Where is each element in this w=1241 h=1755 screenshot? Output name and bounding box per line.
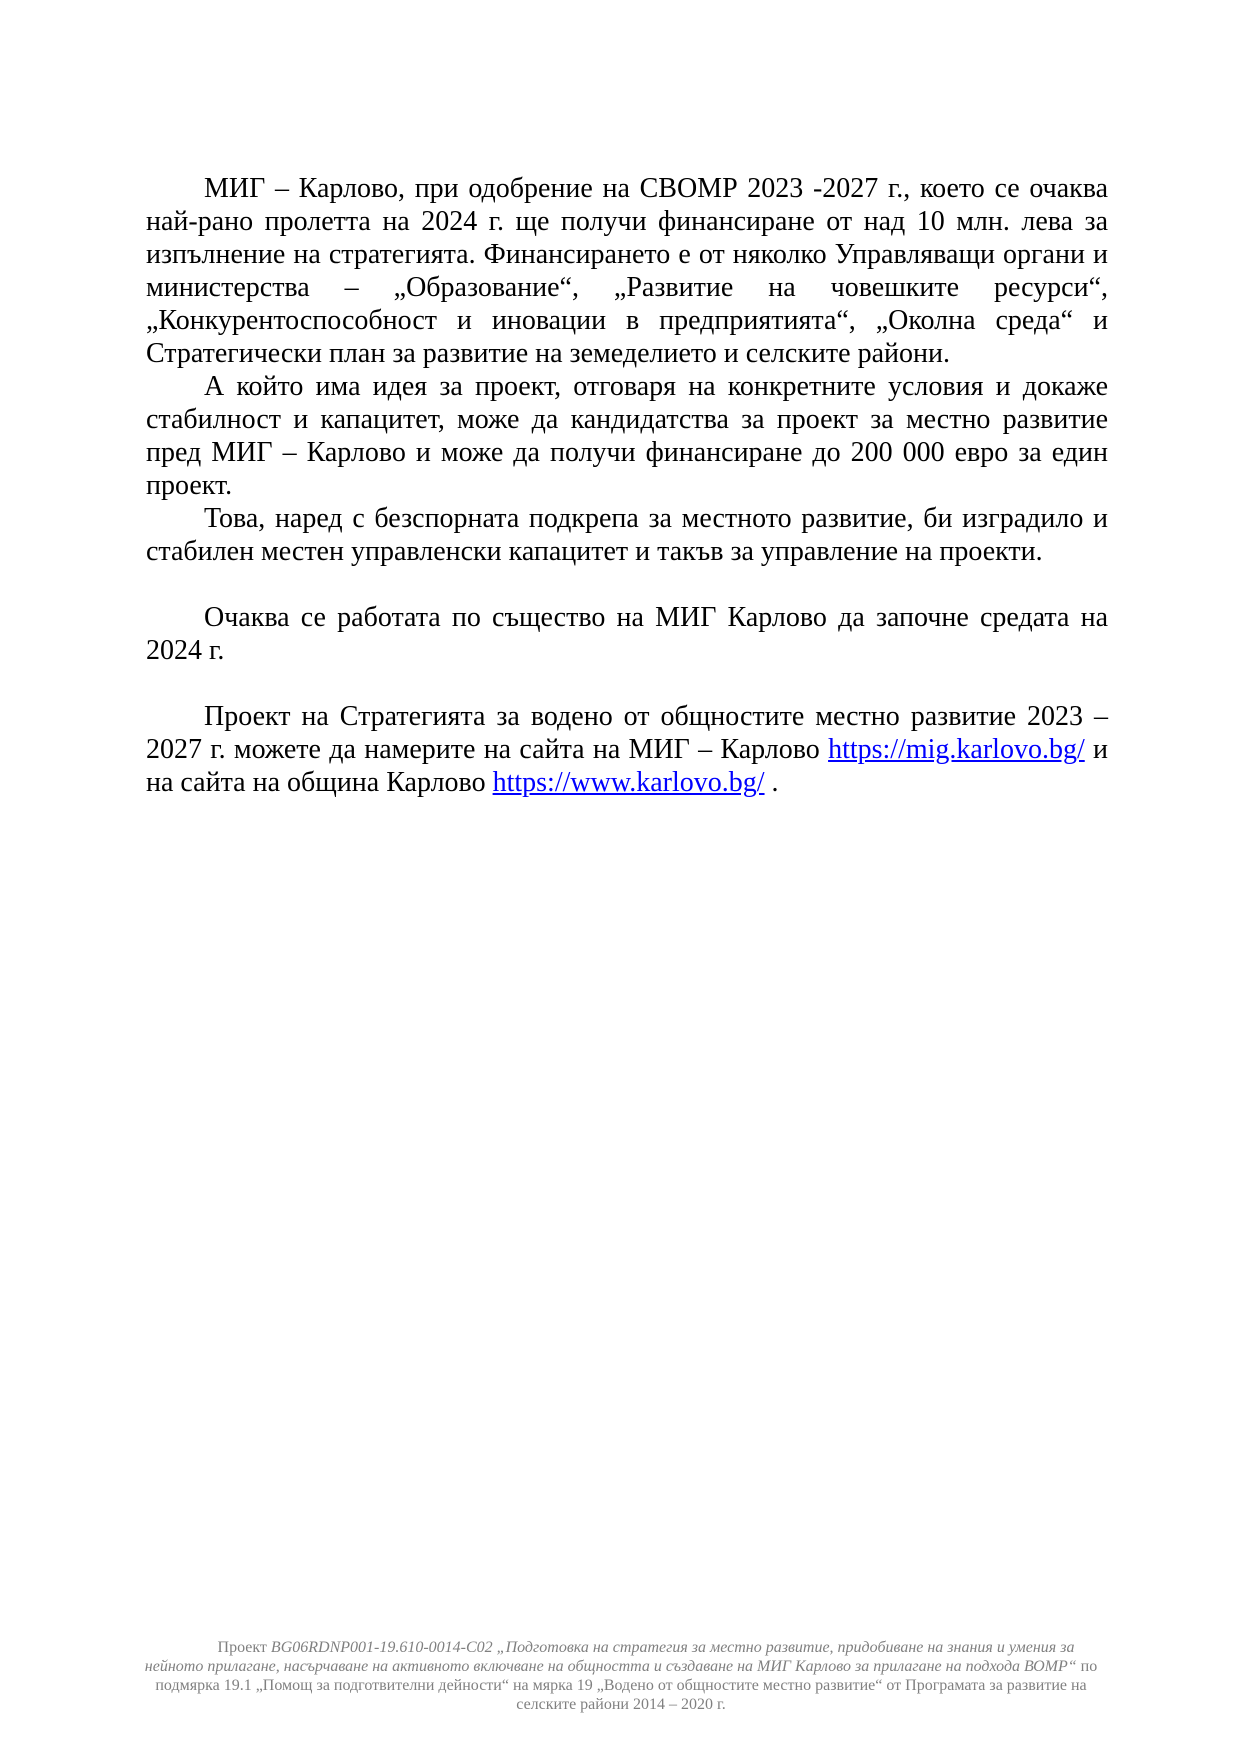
paragraph-work-start: Очаква се работата по същество на МИГ Карлово да започне средата на 2024 г. bbox=[146, 602, 1108, 666]
footer-project-attribution bbox=[141, 1638, 1101, 1714]
karlovo-municipality-site-link[interactable]: https://www.karlovo.bg/ bbox=[492, 767, 765, 798]
mig-karlovo-site-link[interactable]: https://mig.karlovo.bg/ bbox=[828, 734, 1085, 765]
footer-note bbox=[141, 1638, 1101, 1714]
paragraph-strategy-links bbox=[146, 700, 1108, 799]
paragraph-funding-overview: МИГ – Карлово, при одобрение на СВОМР 2023 -2027 г., което се очаква най-рано пролетта на 2024 г. ще получи финансиране от над 10 млн. лева за изпълнение на стратегията. Финансирането е от няколко Управляващи органи и министерства – „Образование“, „Развитие на човешките ресурси“, „Конкурентоспособност и иновации в предприятията“, „Околна среда“ и Стратегически план за развитие на земеделието и селските райони. bbox=[146, 173, 1108, 369]
strategy-links-text-after: . bbox=[764, 767, 779, 798]
paragraph-local-capacity: Това, наред с безспорната подкрепа за местното развитие, би изградило и стабилен местен управленски капацитет и такъв за управление на проекти. bbox=[146, 503, 1108, 567]
paragraph-project-eligibility: А който има идея за проект, отговаря на конкретните условия и докаже стабилност и капацитет, може да кандидатства за проект за местно развитие пред МИГ – Карлово и може да получи финансиране до 200 000 евро за един проект. bbox=[146, 371, 1108, 501]
strategy-links-text-before: Проект на Стратегията за водено от общностите местно развитие 2023 – 2027 г. можете да намерите на сайта на МИГ – Карлово bbox=[146, 701, 1108, 765]
document-body bbox=[146, 172, 1108, 799]
footer-regular-suffix: по подмярка 19.1 „Помощ за подготвителни дейности“ на мярка 19 „Водено от общностите местно развитие“ от Програмата за развитие на селските райони 2014 – 2020 г. bbox=[155, 1658, 1098, 1713]
strategy-links-text-between: и на сайта на община Карлово bbox=[146, 734, 1108, 798]
footer-project-code-and-title: BG06RDNP001-19.610-0014-C02 „Подготовка на стратегия за местно развитие, придобиване на знания и умения за нейното прилагане, насърчаване на активното включване на общността и създаване на МИГ Карлово за прилагане на подхода ВОМР“ bbox=[144, 1639, 1077, 1675]
footer-regular-prefix: Проект bbox=[217, 1639, 271, 1656]
